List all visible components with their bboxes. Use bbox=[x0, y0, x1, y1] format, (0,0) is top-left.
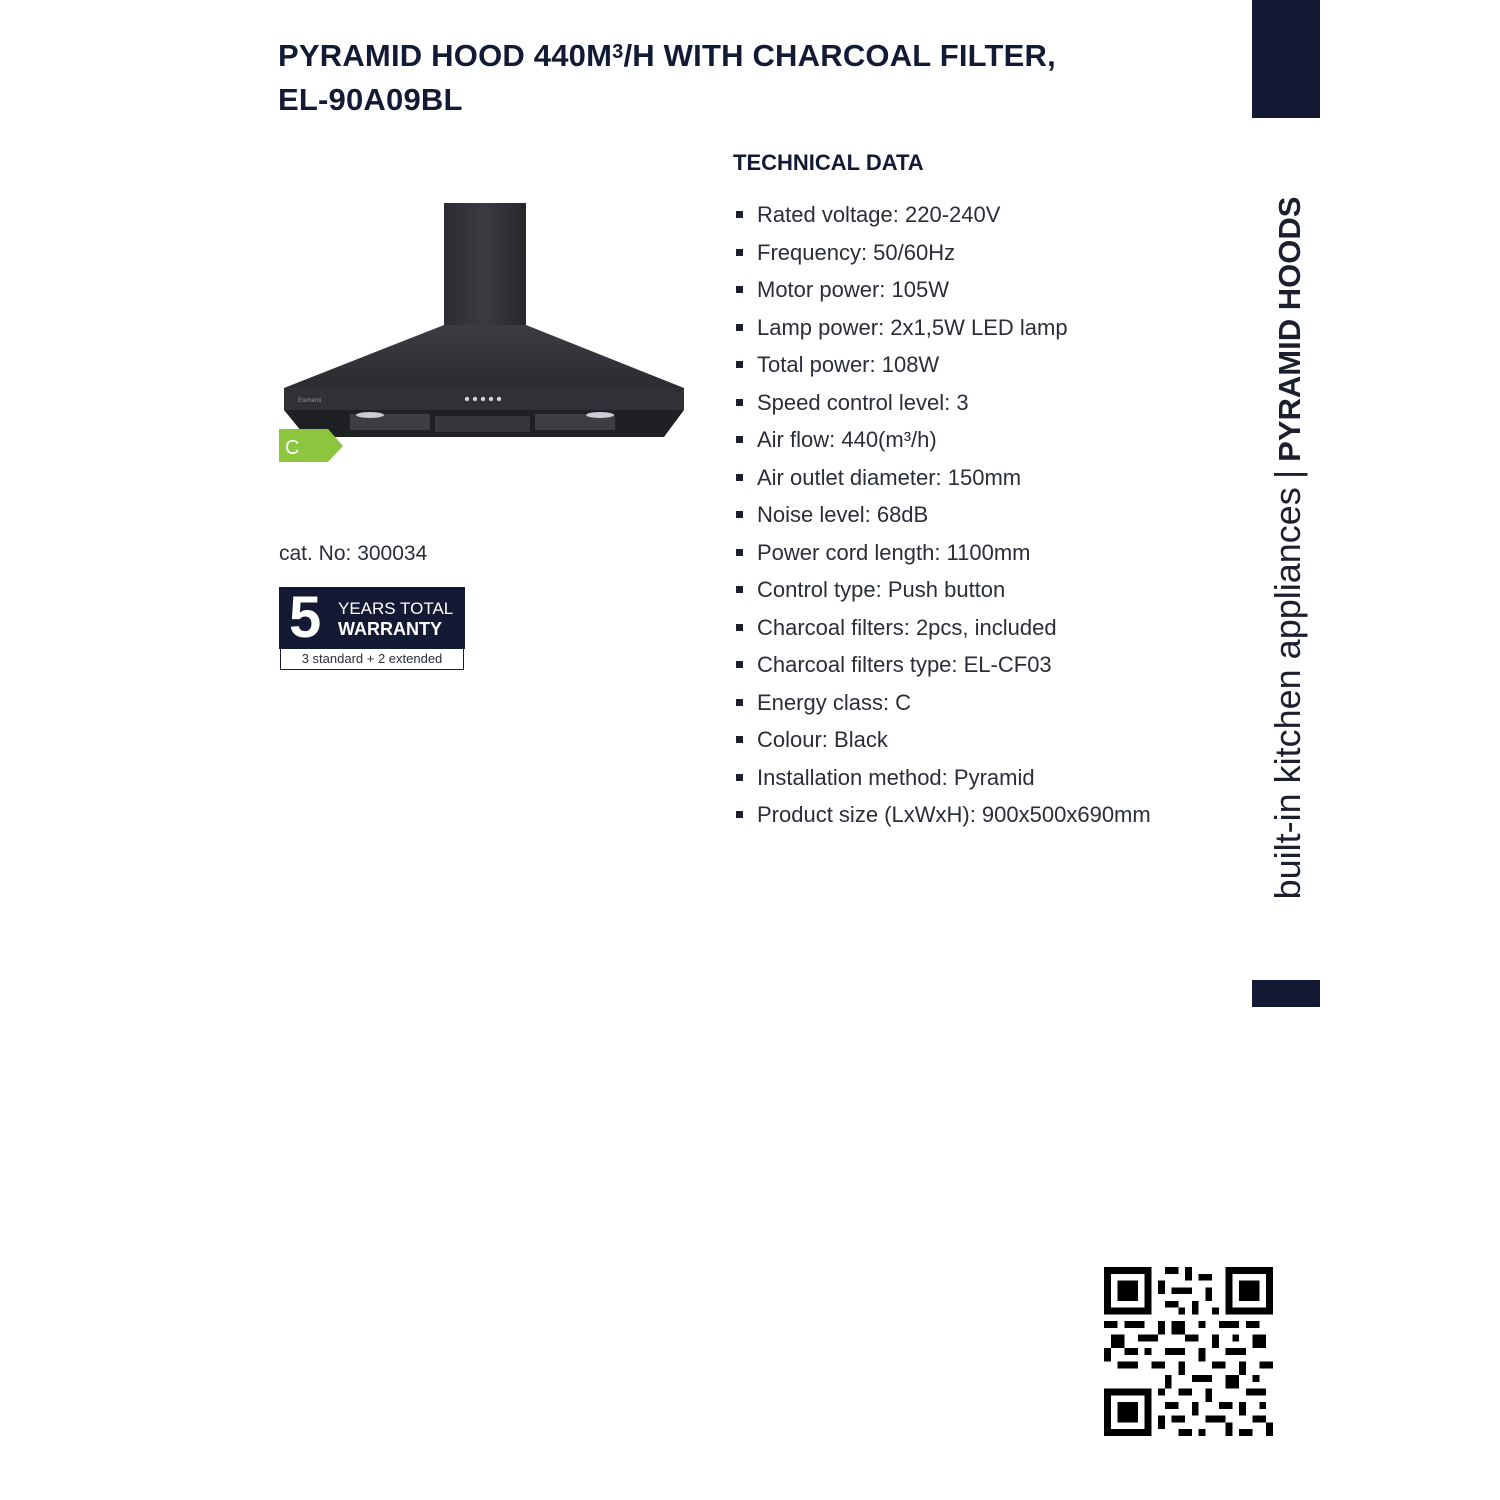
bullet-icon bbox=[736, 361, 743, 368]
spec-item: Frequency: 50/60Hz bbox=[733, 234, 1151, 272]
bullet-icon bbox=[736, 511, 743, 518]
side-bar-top bbox=[1252, 0, 1320, 118]
spec-item: Installation method: Pyramid bbox=[733, 759, 1151, 797]
spec-item: Charcoal filters type: EL-CF03 bbox=[733, 646, 1151, 684]
spec-item: Air outlet diameter: 150mm bbox=[733, 459, 1151, 497]
spec-item: Product size (LxWxH): 900x500x690mm bbox=[733, 796, 1151, 834]
energy-class-letter: C bbox=[285, 437, 300, 459]
bullet-icon bbox=[736, 586, 743, 593]
side-label-bold: PYRAMID HOODS bbox=[1272, 196, 1307, 462]
side-label-light: built-in kitchen appliances bbox=[1267, 487, 1308, 900]
spec-item: Air flow: 440(m³/h) bbox=[733, 421, 1151, 459]
bullet-icon bbox=[736, 249, 743, 256]
warranty-years-number: 5 bbox=[289, 585, 322, 650]
page-title bbox=[278, 34, 1178, 122]
spec-item: Colour: Black bbox=[733, 721, 1151, 759]
bullet-icon bbox=[736, 211, 743, 218]
qr-code-icon[interactable] bbox=[1104, 1267, 1273, 1436]
warranty-line-2: WARRANTY bbox=[338, 619, 442, 639]
hood-lamp-right bbox=[586, 412, 614, 418]
spec-item: Lamp power: 2x1,5W LED lamp bbox=[733, 309, 1151, 347]
bullet-icon bbox=[736, 436, 743, 443]
hood-brand-mark: Elementi bbox=[298, 398, 322, 404]
technical-data-heading: TECHNICAL DATA bbox=[733, 150, 924, 175]
bullet-icon bbox=[736, 736, 743, 743]
spec-item: Motor power: 105W bbox=[733, 271, 1151, 309]
warranty-subtext: 3 standard + 2 extended bbox=[280, 649, 464, 670]
spec-item: Noise level: 68dB bbox=[733, 496, 1151, 534]
spec-item: Power cord length: 1100mm bbox=[733, 534, 1151, 572]
side-label-separator: | bbox=[1267, 469, 1308, 480]
bullet-icon bbox=[736, 624, 743, 631]
title-line-1: PYRAMID HOOD $440M^3/H$ WITH CHARCOAL FILTER, bbox=[278, 38, 1056, 73]
warranty-box bbox=[279, 587, 465, 649]
spec-item: Charcoal filters: 2pcs, included bbox=[733, 609, 1151, 647]
spec-item: Rated voltage: 220-240V bbox=[733, 196, 1151, 234]
bullet-icon bbox=[736, 661, 743, 668]
bullet-icon bbox=[736, 699, 743, 706]
warranty-badge bbox=[279, 587, 465, 672]
side-category-label bbox=[1267, 197, 1309, 900]
bullet-icon bbox=[736, 286, 743, 293]
warranty-line-1: YEARS TOTAL bbox=[338, 599, 454, 618]
bullet-icon bbox=[736, 474, 743, 481]
bullet-icon bbox=[736, 774, 743, 781]
product-image bbox=[270, 190, 700, 480]
bullet-icon bbox=[736, 811, 743, 818]
hood-canopy bbox=[284, 325, 684, 388]
spec-item: Control type: Push button bbox=[733, 571, 1151, 609]
spec-item: Speed control level: 3 bbox=[733, 384, 1151, 422]
bullet-icon bbox=[736, 549, 743, 556]
hood-lamp-left bbox=[356, 412, 384, 418]
title-line-2: EL-90A09BL bbox=[278, 82, 463, 117]
hood-filter-center bbox=[435, 416, 530, 432]
side-bar-bottom bbox=[1252, 980, 1320, 1007]
technical-data-list bbox=[733, 196, 1151, 834]
bullet-icon bbox=[736, 399, 743, 406]
spec-item: Energy class: C bbox=[733, 684, 1151, 722]
hood-chimney bbox=[444, 203, 526, 327]
spec-item: Total power: 108W bbox=[733, 346, 1151, 384]
catalog-number: cat. No: 300034 bbox=[279, 542, 428, 565]
bullet-icon bbox=[736, 324, 743, 331]
